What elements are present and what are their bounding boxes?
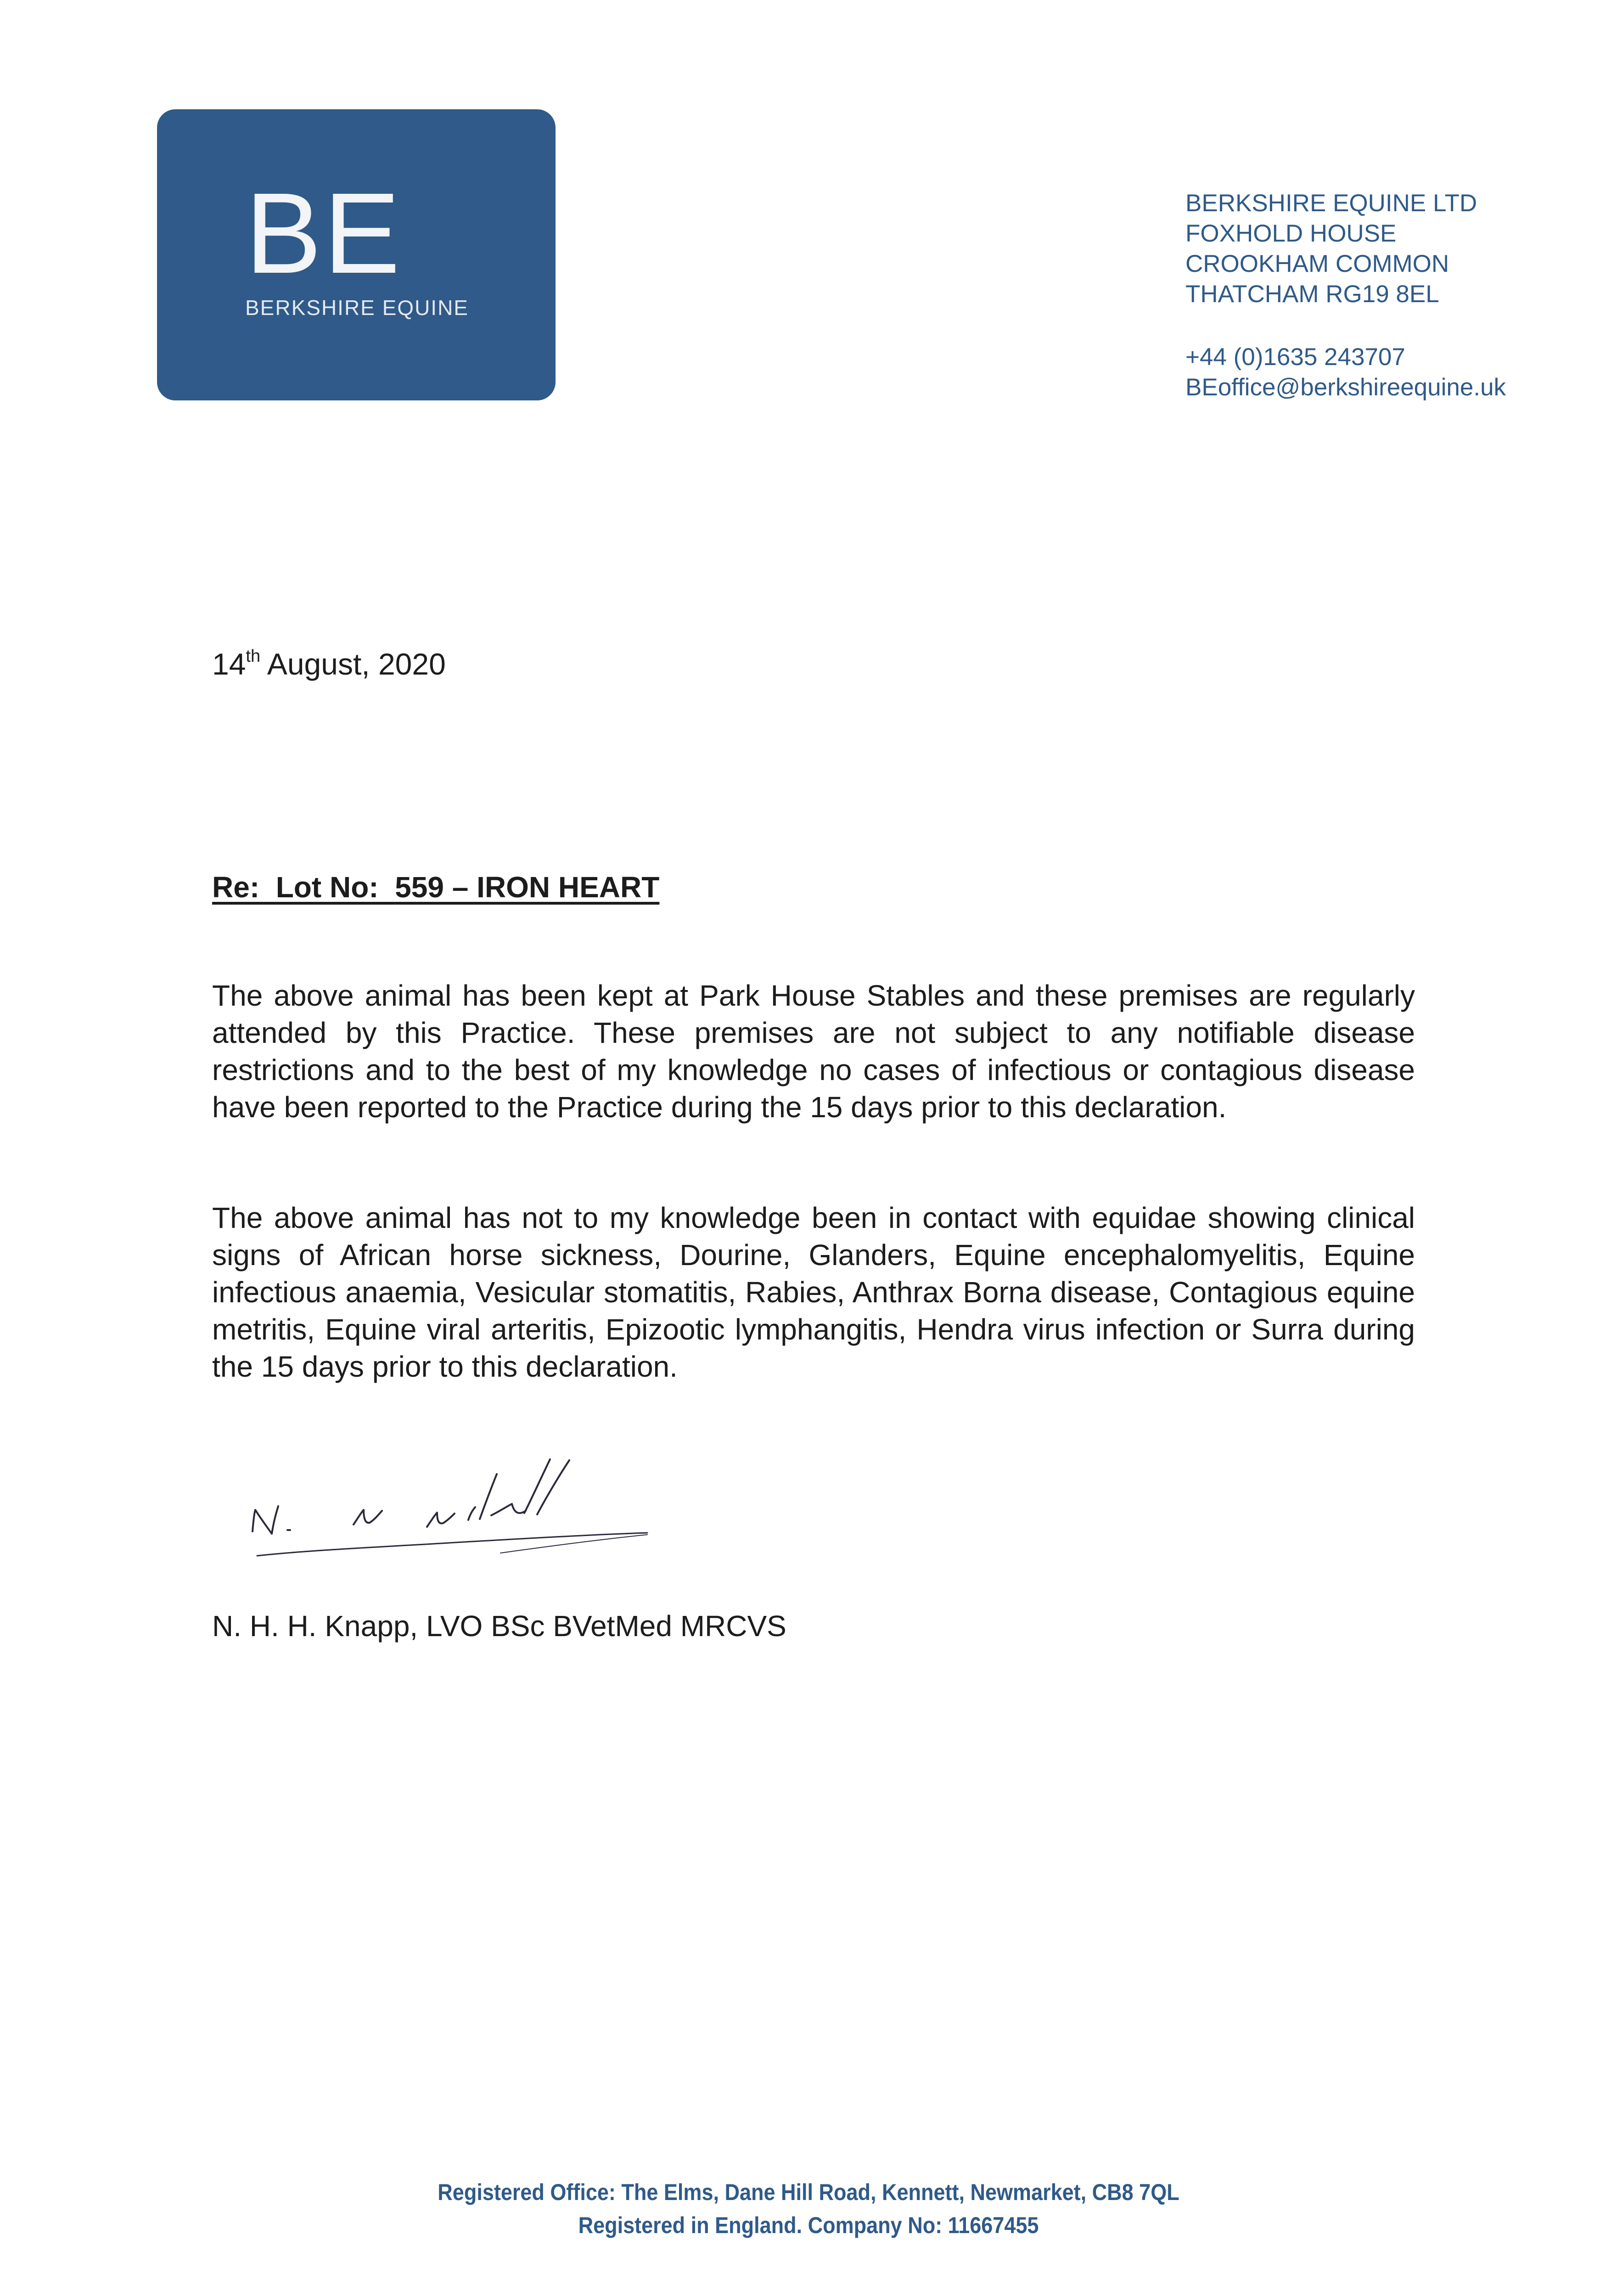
address-line: CROOKHAM COMMON xyxy=(1185,250,1449,277)
date-day: 14 xyxy=(212,647,246,681)
letter-date xyxy=(212,647,446,681)
email-address: BEoffice@berkshireequine.uk xyxy=(1185,374,1506,401)
body-paragraph-2: The above animal has not to my knowledge been in contact with equidae showing clinical signs of African horse sickness, Dourine, Glanders, Equine encephalomyelitis, Equine infectious anaemia, Vesicular stomatitis, Rabies, Anthrax Borna disease, Contagious equine metritis, Equine viral arteritis, Epizootic lymphangitis, Hendra virus infection or Surra during the 15 days prior to this declaration. xyxy=(212,1201,1415,1383)
logo-text: BERKSHIRE EQUINE xyxy=(245,296,469,320)
subject-value: 559 – IRON HEART xyxy=(395,871,660,904)
address-line: BERKSHIRE EQUINE LTD xyxy=(1185,190,1477,217)
date-rest: August, 2020 xyxy=(260,647,446,681)
logo-mark: BE xyxy=(245,169,402,297)
company-address xyxy=(1185,188,1553,310)
subject-prefix: Re: Lot No: xyxy=(212,871,395,904)
date-suffix: th xyxy=(246,647,261,666)
registered-office-footer xyxy=(0,2176,1617,2242)
address-line: THATCHAM RG19 8EL xyxy=(1185,281,1439,308)
handwritten-signature xyxy=(243,1433,748,1570)
footer-line-2: Registered in England. Company No: 11667455 xyxy=(578,2212,1039,2238)
address-line: FOXHOLD HOUSE xyxy=(1185,220,1397,247)
signatory-name: N. H. H. Knapp, LVO BSc BVetMed MRCVS xyxy=(212,1609,786,1643)
letter-subject xyxy=(212,870,659,904)
company-contact xyxy=(1185,342,1553,403)
footer-line-1: Registered Office: The Elms, Dane Hill Road, Kennett, Newmarket, CB8 7QL xyxy=(438,2179,1179,2205)
body-paragraph-1: The above animal has been kept at Park House Stables and these premises are regularly attended by this Practice. These premises are not subject to any notifiable disease restrictions and to the best of my knowledge no cases of infectious or contagious disease have been reported to the Practice during the 15 days prior to this declaration. xyxy=(212,979,1415,1124)
phone-number: +44 (0)1635 243707 xyxy=(1185,343,1405,371)
company-logo xyxy=(157,109,556,400)
